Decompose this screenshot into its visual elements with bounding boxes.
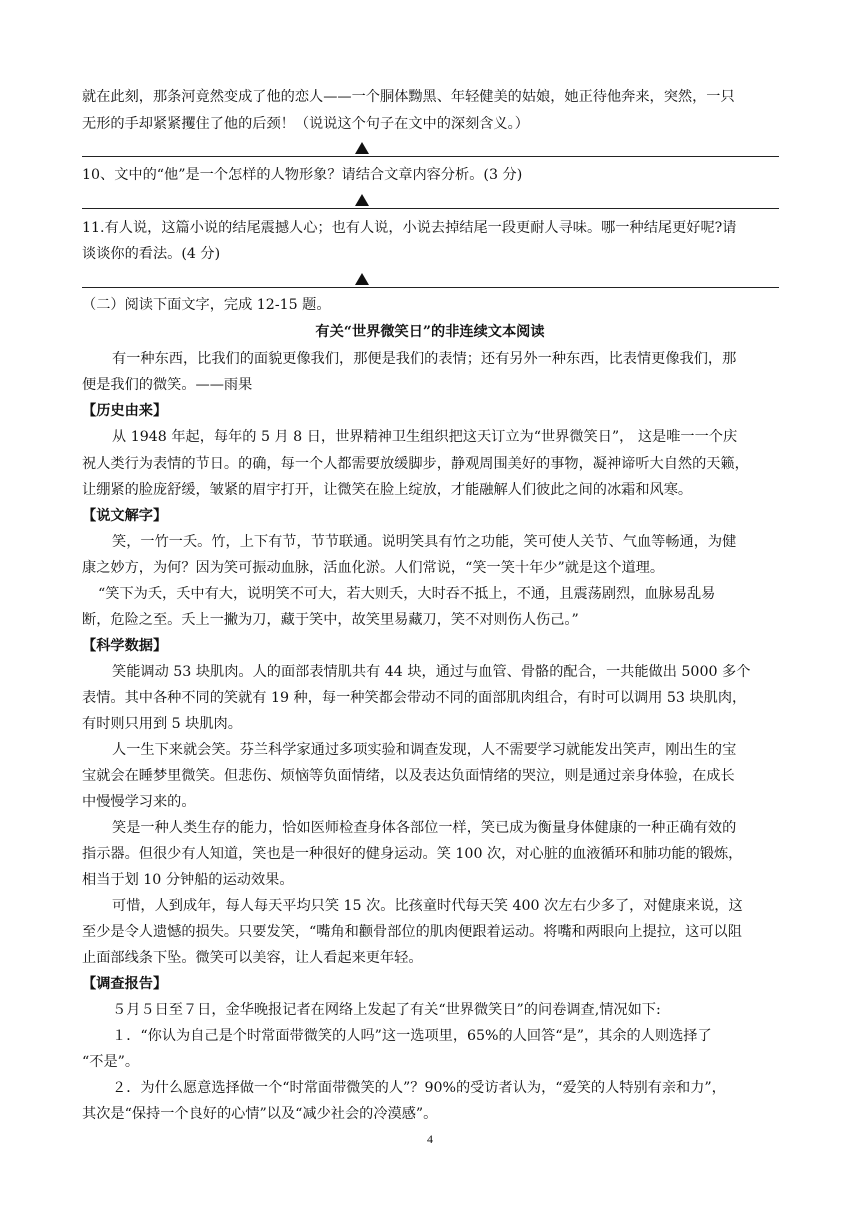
- science-line: 止面部线条下坠。微笑可以美容，让人看起来更年轻。: [82, 950, 423, 966]
- science-line: 宝就会在睡梦里微笑。但悲伤、烦恼等负面情绪，以及表达负面情绪的哭泣，则是通过亲身体验，在成长: [82, 768, 735, 784]
- survey-line: 其次是“保持一个良好的心情”以及“减少社会的冷漠感”。: [82, 1106, 438, 1122]
- question-11-line-1: 11.有人说，这篇小说的结尾震撼人心；也有人说，小说去掉结尾一段更耐人寻味。哪一种结尾更好呢?请: [82, 220, 737, 236]
- science-line: 中慢慢学习来的。: [82, 794, 196, 810]
- answer-line-q11: [82, 287, 779, 288]
- q9-text-line-1: 就在此刻，那条河竟然变成了他的恋人——一个胴体黝黑、年轻健美的姑娘，她正待他奔来，突然，一只: [82, 89, 735, 105]
- survey-line: １．“你认为自己是个时常面带微笑的人吗”这一选项里，65%的人回答“是”，其余的人则选择了: [112, 1028, 712, 1044]
- history-heading: 【历史由来】: [82, 403, 168, 419]
- answer-marker-triangle-icon: [355, 142, 369, 154]
- survey-line: “不是”。: [82, 1054, 140, 1070]
- science-line: 至少是令人遗憾的损失。只要发笑，“嘴角和颧骨部位的肌肉便跟着运动。将嘴和两眼向上提拉，这可以阻: [82, 924, 742, 940]
- epigraph-line-1: 有一种东西，比我们的面貌更像我们，那便是我们的表情；还有另外一种东西，比表情更像我们，那: [112, 351, 737, 367]
- survey-line: ２．为什么愿意选择做一个“时常面带微笑的人”？90%的受访者认为，“爱笑的人特别有亲和力”，: [112, 1080, 726, 1096]
- shuowen-heading: 【说文解字】: [82, 508, 168, 524]
- shuowen-line: 断，危险之至。夭上一撇为刀，藏于笑中，故笑里易藏刀，笑不对则伤人伤己。”: [82, 612, 579, 628]
- shuowen-line: “笑下为夭，夭中有大，说明笑不可大，若大则夭，大时吞不抵上，不通，且震荡剧烈，血脉易乱易: [98, 586, 716, 602]
- epigraph-line-2: 便是我们的微笑。——雨果: [82, 377, 253, 393]
- answer-line-q9: [82, 156, 779, 157]
- science-line: 可惜，人到成年，每人每天平均只笑 15 次。比孩童时代每天笑 400 次左右少多了，对健康来说，这: [112, 898, 743, 914]
- section-2-intro: （二）阅读下面文字，完成 12-15 题。: [82, 297, 331, 313]
- answer-line-q10: [82, 208, 779, 209]
- history-line: 祝人类行为表情的节日。的确，每一个人都需要放缓脚步，静观周围美好的事物，凝神谛听大自然的天籁，: [82, 456, 749, 472]
- page-number: 4: [427, 1132, 433, 1146]
- history-line: 从 1948 年起，每年的 5 月 8 日，世界精神卫生组织把这天订立为“世界微笑日”， 这是唯一一个庆: [112, 429, 738, 445]
- science-line: 笑是一种人类生存的能力，恰如医师检查身体各部位一样，笑已成为衡量身体健康的一种正确有效的: [112, 820, 737, 836]
- answer-marker-triangle-icon: [355, 273, 369, 285]
- question-10: 10、文中的“他”是一个怎样的人物形象？请结合文章内容分析。(3 分): [82, 167, 523, 183]
- shuowen-line: 笑，一竹一夭。竹，上下有节，节节联通。说明笑具有竹之功能，笑可使人关节、气血等畅通，为健: [112, 534, 737, 550]
- survey-line: ５月５日至７日，金华晚报记者在网络上发起了有关“世界微笑日”的问卷调查,情况如下:: [112, 1002, 661, 1018]
- science-line: 表情。其中各种不同的笑就有 19 种，每一种笑都会带动不同的面部肌肉组合，有时可以调用 53 块肌肉，: [82, 690, 747, 706]
- answer-marker-triangle-icon: [355, 194, 369, 206]
- history-line: 让绷紧的脸庞舒缓，皱紧的眉宇打开，让微笑在脸上绽放，才能融解人们彼此之间的冰霜和风寒。: [82, 482, 693, 498]
- science-line: 指示器。但很少有人知道，笑也是一种很好的健身运动。笑 100 次，对心脏的血液循环和肺功能的锻炼，: [82, 846, 743, 862]
- science-line: 相当于划 10 分钟船的运动效果。: [82, 872, 294, 888]
- survey-heading: 【调查报告】: [82, 976, 168, 992]
- science-line: 人一生下来就会笑。芬兰科学家通过多项实验和调查发现，人不需要学习就能发出笑声，刚出生的宝: [112, 742, 737, 758]
- question-11-line-2: 谈谈你的看法。(4 分): [82, 246, 221, 262]
- article-title: 有关“世界微笑日”的非连续文本阅读: [315, 324, 545, 340]
- q9-text-line-2: 无形的手却紧紧攫住了他的后颈！（说说这个句子在文中的深刻含义。）: [82, 116, 529, 132]
- science-line: 有时则只用到 5 块肌肉。: [82, 716, 242, 732]
- shuowen-line: 康之妙方，为何？因为笑可振动血脉，活血化淤。人们常说，“笑一笑十年少”就是这个道理。: [82, 560, 665, 576]
- science-line: 笑能调动 53 块肌肉。人的面部表情肌共有 44 块，通过与血管、骨骼的配合，一共能做出 5000 多个: [112, 664, 751, 680]
- science-heading: 【科学数据】: [82, 638, 168, 654]
